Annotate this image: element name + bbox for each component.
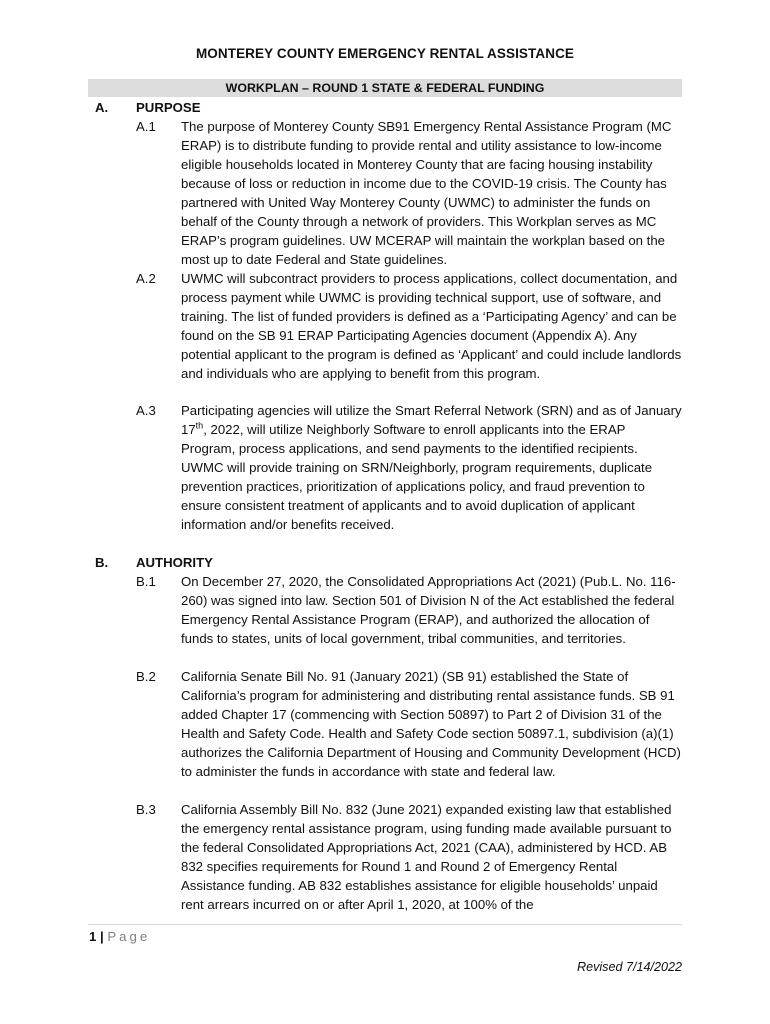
item-text: The purpose of Monterey County SB91 Emergency Rental Assistance Program (MC ERAP) is to distribute funding to provide rental and utility assistance to low-income eligible households located in Monterey County that are facing housing instability because of loss or reduction in income due to the COVID-19 crisis. The County has partnered with United Way Monterey County (UWMC) to administer the funds on behalf of the County through a network of providers. This Workplan serves as MC ERAP’s program guidelines. UW MCERAP will maintain the workplan based on the most up to date Federal and State guidelines.	[181, 119, 672, 267]
item-text: California Assembly Bill No. 832 (June 2021) expanded existing law that established the emergency rental assistance program, using funding made available pursuant to the federal Consolidated Appropriations Act, 2021 (CAA), administered by HCD. AB 832 specifies requirements for Round 1 and Round 2 of Emergency Rental Assistance funding. AB 832 establishes assistance for eligible households’ unpaid rent arrears incurred on or after April 1, 2020, at 100% of the	[181, 802, 672, 912]
item-number: A.3	[136, 403, 156, 418]
page-number	[89, 927, 150, 946]
item-text-part: Participating agencies will utilize the Smart Referral Network (SRN) and as of January 17	[181, 403, 682, 437]
section-letter: B.	[95, 555, 109, 570]
section-title: PURPOSE	[136, 100, 201, 115]
item-number: A.2	[136, 271, 156, 286]
superscript: th	[195, 420, 204, 431]
item-text: UWMC will subcontract providers to process applications, collect documentation, and process payment while UWMC is providing technical support, use of software, and training. The list of funded providers is defined as a ‘Participating Agency’ and can be found on the SB 91 ERAP Participating Agencies document (Appendix A). Any potential applicant to the program is defined as ‘Applicant’ and could include landlords and individuals who are applying to benefit from this program.	[181, 271, 682, 381]
page-separator: |	[96, 929, 108, 944]
item-number: A.1	[136, 119, 156, 134]
item-number: B.2	[136, 669, 156, 684]
section-letter: A.	[95, 100, 109, 115]
item-number: B.1	[136, 574, 156, 589]
section-title: AUTHORITY	[136, 555, 213, 570]
page-number-value: 1	[89, 929, 97, 944]
document-subtitle: WORKPLAN – ROUND 1 STATE & FEDERAL FUNDING	[88, 79, 682, 97]
item-text-part: , 2022, will utilize Neighborly Software to enroll applicants into the ERAP Program, process applications, and send payments to the identified recipients. UWMC will provide training on SRN/Neighborly, program requirements, duplicate prevention practices, prioritization of applications policy, and fraud prevention to ensure consistent treatment of applicants and to avoid duplication of applicant information and/or benefits received.	[181, 422, 653, 532]
item-text: On December 27, 2020, the Consolidated Appropriations Act (2021) (Pub.L. No. 116-260) was signed into law. Section 501 of Division N of the Act established the federal Emergency Rental Assistance Program (ERAP), and authorized the allocation of funds to states, units of local government, tribal communities, and territories.	[181, 574, 676, 646]
document-title: MONTEREY COUNTY EMERGENCY RENTAL ASSISTANCE	[195, 46, 575, 61]
page-label: Page	[107, 929, 151, 944]
footer-divider	[88, 924, 682, 925]
item-text: California Senate Bill No. 91 (January 2021) (SB 91) established the State of California’s program for administering and distributing rental assistance funds. SB 91 added Chapter 17 (commencing with Section 50897) to Part 2 of Division 31 of the Health and Safety Code. Health and Safety Code section 50897.1, subdivision (a)(1) authorizes the California Department of Housing and Community Development (HCD) to administer the funds in accordance with state and federal law.	[181, 669, 681, 779]
revision-date: Revised 7/14/2022	[576, 960, 682, 974]
item-number: B.3	[136, 802, 156, 817]
item-text	[181, 401, 683, 534]
